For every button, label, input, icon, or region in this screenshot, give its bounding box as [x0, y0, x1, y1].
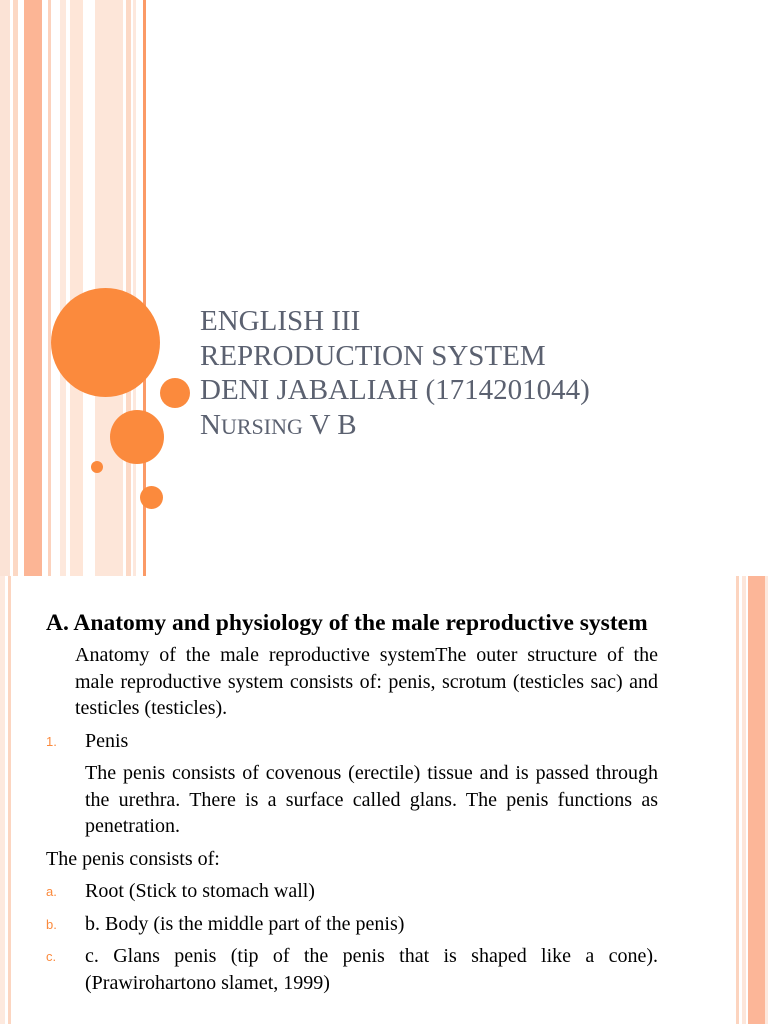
title-line: DENI JABALIAH (1714201044)	[200, 374, 590, 406]
list-marker: b.	[46, 916, 57, 932]
list-item-text: b. Body (is the middle part of the penis)	[85, 912, 405, 935]
decorative-stripe	[0, 576, 5, 1024]
decorative-stripe	[13, 0, 18, 576]
decorative-stripe	[748, 576, 765, 1024]
subtitle-line	[200, 408, 590, 445]
decorative-stripe	[126, 0, 131, 576]
list-item	[46, 878, 658, 905]
decorative-stripe	[48, 0, 51, 576]
decorative-circle	[160, 378, 190, 408]
subtitle-tail: V B	[302, 408, 357, 441]
title-line: ENGLISH III	[200, 305, 361, 337]
decorative-stripe	[70, 0, 83, 576]
intro-paragraph: Anatomy of the male reproductive systemThe outer structure of the male reproductive system consists of: penis, scrotum (testicles sac) and testicles (testicles).	[75, 644, 658, 719]
penis-description: The penis consists of covenous (erectile) tissue and is passed through the urethra. There is a surface called glans. The penis functions as penetration.	[85, 762, 658, 837]
subtitle-initial: N	[200, 408, 221, 441]
decorative-stripe	[60, 0, 66, 576]
decorative-circle-large	[51, 288, 160, 397]
consists-of-label: The penis consists of:	[46, 847, 220, 870]
decorative-circle-small	[91, 461, 103, 473]
decorative-circle	[140, 486, 163, 509]
decorative-stripe	[133, 0, 136, 576]
list-item	[46, 943, 658, 996]
list-item	[46, 728, 658, 755]
list-marker: 1.	[46, 733, 57, 749]
subtitle-smallcaps: URSING	[220, 413, 303, 439]
slide-title	[200, 304, 590, 444]
slide-content	[46, 608, 658, 996]
decorative-circle	[110, 410, 164, 464]
decorative-stripe	[0, 0, 10, 576]
decorative-stripe	[24, 0, 42, 576]
list-item-label: Penis	[85, 729, 129, 752]
list-item-text: Root (Stick to stomach wall)	[85, 880, 315, 902]
decorative-stripe	[736, 576, 739, 1024]
content-slide	[0, 576, 768, 1024]
decorative-stripe	[8, 576, 11, 1024]
list-item	[46, 911, 658, 938]
list-item-text: c. Glans penis (tip of the penis that is shaped like a cone). (Prawirohartono slamet, 1999)	[85, 945, 658, 994]
list-marker: a.	[46, 884, 57, 899]
list-marker: c.	[46, 949, 57, 964]
section-heading: A. Anatomy and physiology of the male reproductive system	[46, 610, 648, 636]
title-line: REPRODUCTION SYSTEM	[200, 339, 546, 372]
decorative-stripe	[742, 576, 746, 1024]
